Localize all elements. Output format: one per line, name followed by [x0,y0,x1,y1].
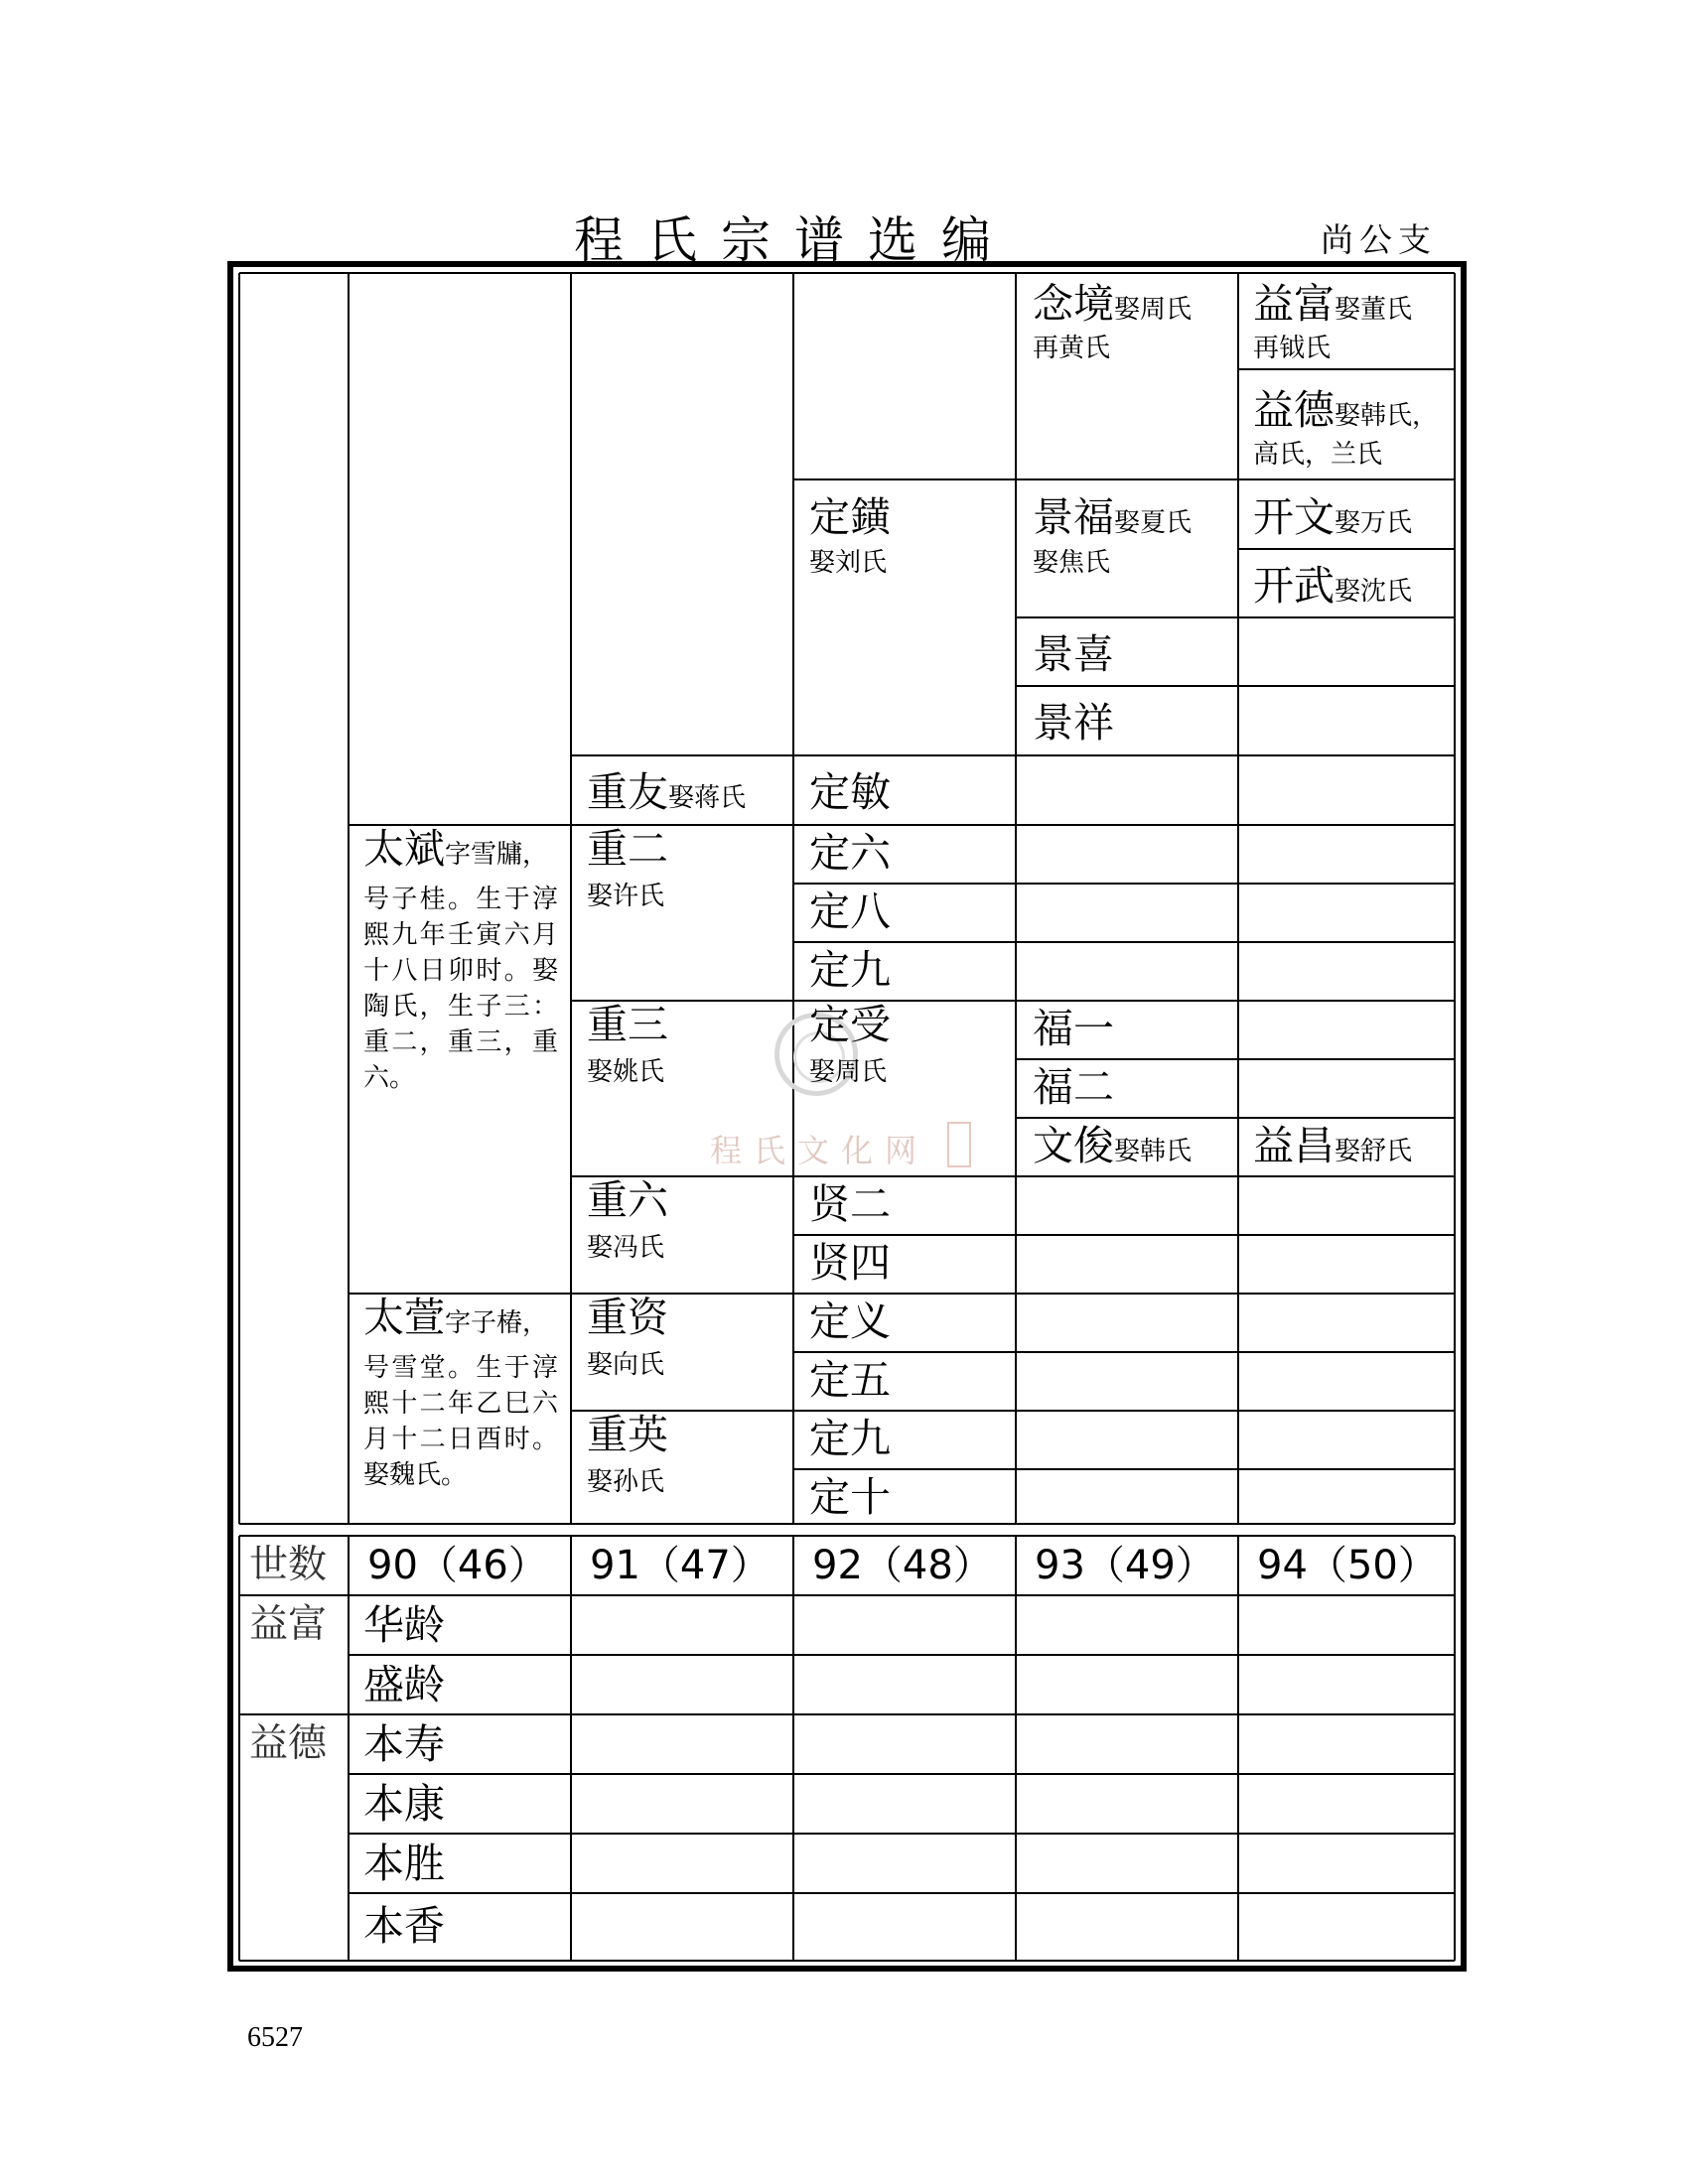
generation-90: 90（46） [367,1543,548,1588]
spouse-note: 娶夏氏 [1114,508,1193,538]
person-taibin [363,824,548,880]
branch-label: 尚公支 [1321,220,1437,259]
spouse-note: 娶孙氏 [587,1467,665,1497]
spouse-note: 娶向氏 [587,1350,665,1380]
spouse-note: 娶沈氏 [1335,577,1413,607]
person-fuyi: 福一 [1033,1005,1114,1052]
person-dingshi: 定十 [809,1473,891,1521]
generation-92: 92（48） [812,1543,993,1588]
bio-note: 字雪牗， [445,840,549,870]
person-yide [1253,385,1438,441]
generation-91: 91（47） [590,1543,771,1588]
descendant-shengling: 盛龄 [363,1661,445,1708]
person-dingliu: 定六 [809,829,891,877]
person-dingkuang: 定鐄 [809,493,891,541]
generation-93: 93（49） [1035,1543,1215,1588]
person-jingxi: 景喜 [1033,630,1114,678]
person-dingjiu-2: 定九 [809,1415,891,1462]
spouse-note: 再黄氏 [1033,334,1111,363]
spouse-note: 娶万氏 [1335,508,1413,538]
person-chongying: 重英 [587,1411,668,1458]
page-number: 6527 [247,2022,303,2053]
person-chongsan: 重三 [587,1001,668,1048]
spouse-note: 娶冯氏 [587,1233,665,1263]
person-chongliu: 重六 [587,1176,668,1224]
spouse-note: 娶周氏 [1114,295,1193,325]
watermark-stamp [947,1122,971,1167]
person-taixuan [363,1293,548,1348]
person-name: 重友 [587,768,668,816]
person-name: 文俊 [1033,1122,1114,1169]
person-yifu [1253,279,1412,335]
person-jingxiang: 景祥 [1033,699,1114,747]
person-yichang [1253,1121,1412,1176]
page-title: 程氏宗谱选编 [574,211,1015,269]
spouse-note: 娶韩氏， [1335,401,1439,431]
person-dingjiu-1: 定九 [809,946,891,994]
person-chongzi: 重资 [587,1294,668,1341]
spouse-note: 娶姚氏 [587,1057,665,1087]
spouse-note: 娶蒋氏 [668,783,747,813]
person-chonger: 重二 [587,825,668,873]
person-name: 开文 [1253,493,1335,541]
person-name: 景福 [1033,493,1114,541]
spouse-note: 娶许氏 [587,882,665,911]
spouse-note: 娶韩氏 [1114,1137,1193,1166]
watermark-text: 程氏文化网 [710,1132,929,1169]
person-jingfu [1033,492,1192,548]
person-dingshou: 定受 [809,1001,891,1048]
spouse-note: 高氏，兰氏 [1253,440,1383,470]
descendant-benkang: 本康 [363,1780,445,1828]
spouse-note: 再钺氏 [1253,334,1332,363]
bio-note: 字子椿， [445,1308,549,1338]
person-dingba: 定八 [809,887,891,935]
person-dingyi: 定义 [809,1297,891,1345]
descendant-benshou: 本寿 [363,1720,445,1768]
generation-94: 94（50） [1257,1543,1438,1588]
spouse-note: 娶刘氏 [809,548,888,578]
person-name: 开武 [1253,562,1335,610]
spouse-note: 娶周氏 [809,1057,888,1087]
person-name: 益德 [1253,386,1335,434]
person-name: 太斌 [363,825,445,873]
bio-note: 号子桂。生于淳熙九年壬寅六月十八日卯时。娶陶氏，生子三：重二，重三，重六。 [363,885,558,1093]
person-wenjun [1033,1121,1192,1176]
spouse-note: 娶舒氏 [1335,1137,1413,1166]
generation-label: 世数 [249,1543,328,1587]
descendant-bensheng: 本胜 [363,1840,445,1887]
group-parent-yifu: 益富 [249,1602,328,1647]
person-name: 益富 [1253,280,1335,328]
spouse-note: 娶焦氏 [1033,548,1111,578]
descendant-hualing: 华龄 [363,1601,445,1649]
person-name: 益昌 [1253,1122,1335,1169]
group-parent-yide: 益德 [249,1721,328,1766]
person-name: 太萱 [363,1294,445,1341]
person-kaiwen [1253,492,1412,548]
spouse-note: 娶董氏 [1335,295,1413,325]
person-xianer: 贤二 [809,1180,891,1228]
person-dingmin: 定敏 [809,768,891,816]
person-nianjing [1033,279,1192,335]
person-name: 念境 [1033,280,1114,328]
descendant-benxiang: 本香 [363,1902,445,1950]
person-chongyou [587,767,746,823]
person-xiansi: 贤四 [809,1239,891,1287]
person-kaiwu [1253,561,1412,616]
bio-note: 号雪堂。生于淳熙十二年乙巳六月十二日酉时。娶魏氏。 [363,1353,558,1490]
person-dingwu: 定五 [809,1356,891,1404]
person-fuer: 福二 [1033,1063,1114,1111]
